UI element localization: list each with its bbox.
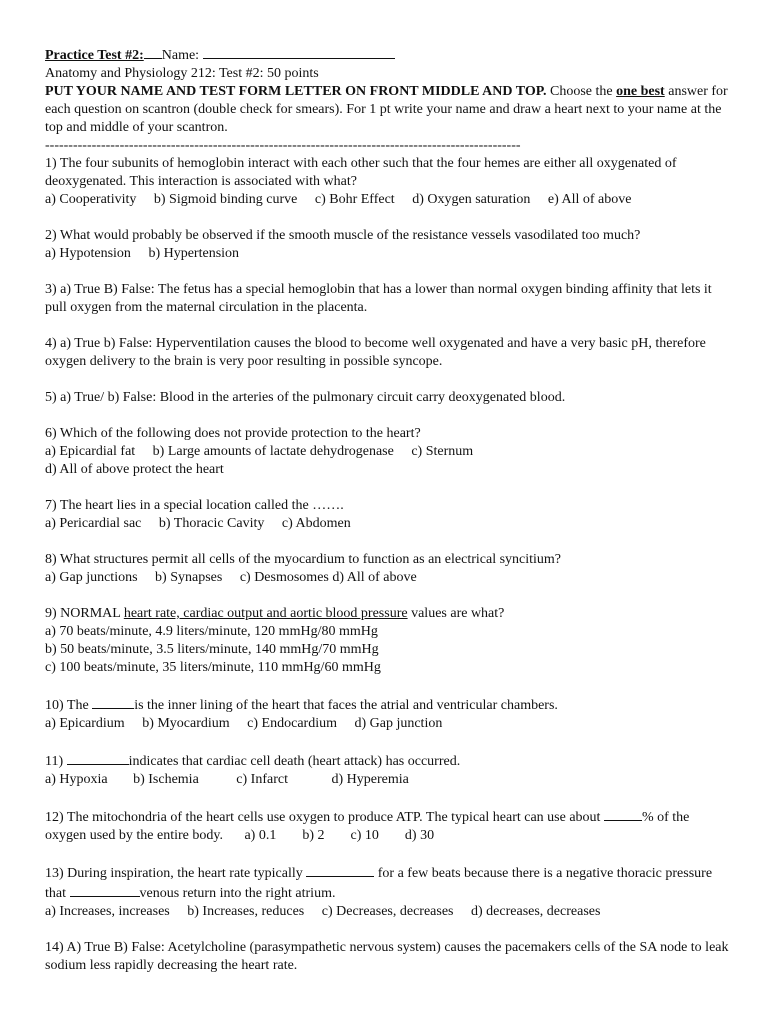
- instruction-rest: answer for each question on scantron (double check for smears). For 1 pt write your name and draw a heart next to your name at the top and middle of your scantron.: [45, 84, 728, 135]
- question-text-pre: 12) The mitochondria of the heart cells use oxygen to produce ATP. The typical heart can use about: [45, 810, 604, 825]
- instruction-pre: Choose the: [546, 84, 617, 99]
- option-c: c) Desmosomes d) All of above: [239, 570, 417, 585]
- option-a: a) Pericardial sac: [45, 516, 142, 531]
- option-b: b) Hypertension: [148, 246, 240, 261]
- question-text: [45, 695, 730, 715]
- option-b: b) Large amounts of lactate dehydrogenase: [152, 444, 394, 459]
- question-text-post: values are what?: [407, 606, 505, 621]
- question-1: [45, 155, 730, 209]
- option-c: c) 100 beats/minute, 35 liters/minute, 110 mmHg/60 mmHg: [45, 660, 381, 675]
- option-c: c) Decreases, decreases: [321, 904, 454, 919]
- question-text: [45, 807, 730, 845]
- option-a: a) Hypotension: [45, 246, 131, 261]
- option-d: d) Hyperemia: [331, 772, 409, 787]
- question-6: [45, 425, 730, 479]
- question-text-post: is the inner lining of the heart that faces the atrial and ventricular chambers.: [134, 698, 558, 713]
- option-c: c) Infarct: [236, 772, 288, 787]
- test-label: Practice Test #2:: [45, 48, 144, 63]
- question-13: [45, 863, 730, 921]
- option-a: a) Epicardial fat: [45, 444, 136, 459]
- question-14: [45, 939, 730, 975]
- question-text: 8) What structures permit all cells of the myocardium to function as an electrical syncitium?: [45, 552, 562, 567]
- question-text: 14) A) True B) False: Acetylcholine (parasympathetic nervous system) causes the pacemakers cells of the SA node to leak sodium less rapidly decreasing the heart rate.: [45, 940, 729, 973]
- option-b: b) 50 beats/minute, 3.5 liters/minute, 140 mmHg/70 mmHg: [45, 642, 379, 657]
- question-11: [45, 751, 730, 789]
- question-3: [45, 281, 730, 317]
- question-text-underline: heart rate, cardiac output and aortic blood pressure: [123, 606, 408, 621]
- option-d: d) Oxygen saturation: [412, 192, 531, 207]
- answer-blank-2: [70, 883, 140, 897]
- option-a: a) Gap junctions: [45, 570, 138, 585]
- options: [45, 191, 730, 209]
- option-c: c) Abdomen: [281, 516, 351, 531]
- answer-blank: [92, 695, 134, 709]
- option-a: a) 70 beats/minute, 4.9 liters/minute, 120 mmHg/80 mmHg: [45, 624, 378, 639]
- question-5: [45, 389, 730, 407]
- option-a: a) Hypoxia: [45, 772, 108, 787]
- instructions: [45, 83, 730, 137]
- test-title-line: [45, 45, 730, 65]
- title-blank: [144, 45, 162, 59]
- test-document: [45, 45, 730, 993]
- question-4: [45, 335, 730, 371]
- question-text: [45, 863, 730, 903]
- course-line: Anatomy and Physiology 212: Test #2: 50 points: [45, 66, 319, 81]
- question-text: [45, 751, 730, 771]
- question-text-mid: for a few beats because there is a negative thoracic pressure that: [45, 866, 713, 901]
- question-2: [45, 227, 730, 263]
- name-field[interactable]: [203, 45, 395, 59]
- question-text-pre: 13) During inspiration, the heart rate typically: [45, 866, 307, 881]
- option-a: a) 0.1: [244, 828, 277, 843]
- question-text: 5) a) True/ b) False: Blood in the arteries of the pulmonary circuit carry deoxygenated blood.: [45, 390, 566, 405]
- option-c: c) Bohr Effect: [314, 192, 395, 207]
- option-c: c) Sternum: [411, 444, 474, 459]
- divider: ------------------------------------------------------------------------------------------------------: [45, 138, 521, 153]
- question-8: [45, 551, 730, 587]
- answer-blank: [604, 807, 642, 821]
- question-text: [45, 605, 730, 623]
- question-12: [45, 807, 730, 845]
- question-text: 7) The heart lies in a special location called the …….: [45, 498, 344, 513]
- options: [45, 569, 730, 587]
- option-b: b) Increases, reduces: [187, 904, 305, 919]
- options: [45, 443, 730, 461]
- option-e: e) All of above: [547, 192, 632, 207]
- name-label: Name:: [161, 48, 200, 63]
- option-a: a) Epicardium: [45, 716, 125, 731]
- question-text-post: % of the oxygen used by the entire body.: [45, 810, 690, 843]
- options: [226, 828, 448, 843]
- question-text: 4) a) True b) False: Hyperventilation causes the blood to become well oxygenated and have a very basic pH, therefore oxygen delivery to the brain is very poor resulting in possible syncope.: [45, 336, 706, 369]
- answer-blank: [67, 751, 129, 765]
- question-text-post: venous return into the right atrium.: [139, 886, 336, 901]
- option-b: b) Synapses: [155, 570, 223, 585]
- option-b: b) Myocardium: [142, 716, 230, 731]
- option-a: a) Cooperativity: [45, 192, 137, 207]
- option-b: b) Thoracic Cavity: [158, 516, 265, 531]
- question-text-pre: 11): [45, 754, 67, 769]
- answer-blank-1: [306, 863, 374, 877]
- question-text: 6) Which of the following does not provide protection to the heart?: [45, 426, 421, 441]
- option-d: d) decreases, decreases: [471, 904, 601, 919]
- option-c: c) 10: [350, 828, 379, 843]
- question-text-post: indicates that cardiac cell death (heart attack) has occurred.: [128, 754, 461, 769]
- option-b: b) 2: [302, 828, 325, 843]
- question-text-pre: 10) The: [45, 698, 93, 713]
- options: [45, 515, 730, 533]
- question-text: 1) The four subunits of hemoglobin interact with each other such that the four hemes are either all oxygenated of deoxygenated. This interaction is associated with what?: [45, 156, 677, 189]
- question-10: [45, 695, 730, 733]
- option-c: c) Endocardium: [247, 716, 337, 731]
- question-text: 3) a) True B) False: The fetus has a special hemoglobin that has a lower than normal oxygen binding affinity that lets it pull oxygen from the maternal circulation in the placenta.: [45, 282, 712, 315]
- option-a: a) Increases, increases: [45, 904, 170, 919]
- question-7: [45, 497, 730, 533]
- options: [45, 771, 730, 789]
- instruction-underline: one best: [616, 84, 665, 99]
- option-b: b) Sigmoid binding curve: [153, 192, 298, 207]
- options: [45, 715, 730, 733]
- question-text-pre: 9) NORMAL: [45, 606, 124, 621]
- instruction-bold: PUT YOUR NAME AND TEST FORM LETTER ON FRONT MIDDLE AND TOP.: [45, 84, 547, 99]
- question-text: 2) What would probably be observed if the smooth muscle of the resistance vessels vasodilated too much?: [45, 228, 641, 243]
- option-d: d) All of above protect the heart: [45, 462, 224, 477]
- options: [45, 903, 730, 921]
- options: [45, 245, 730, 263]
- question-9: [45, 605, 730, 677]
- option-b: b) Ischemia: [133, 772, 199, 787]
- option-d: d) 30: [404, 828, 435, 843]
- option-d: d) Gap junction: [354, 716, 443, 731]
